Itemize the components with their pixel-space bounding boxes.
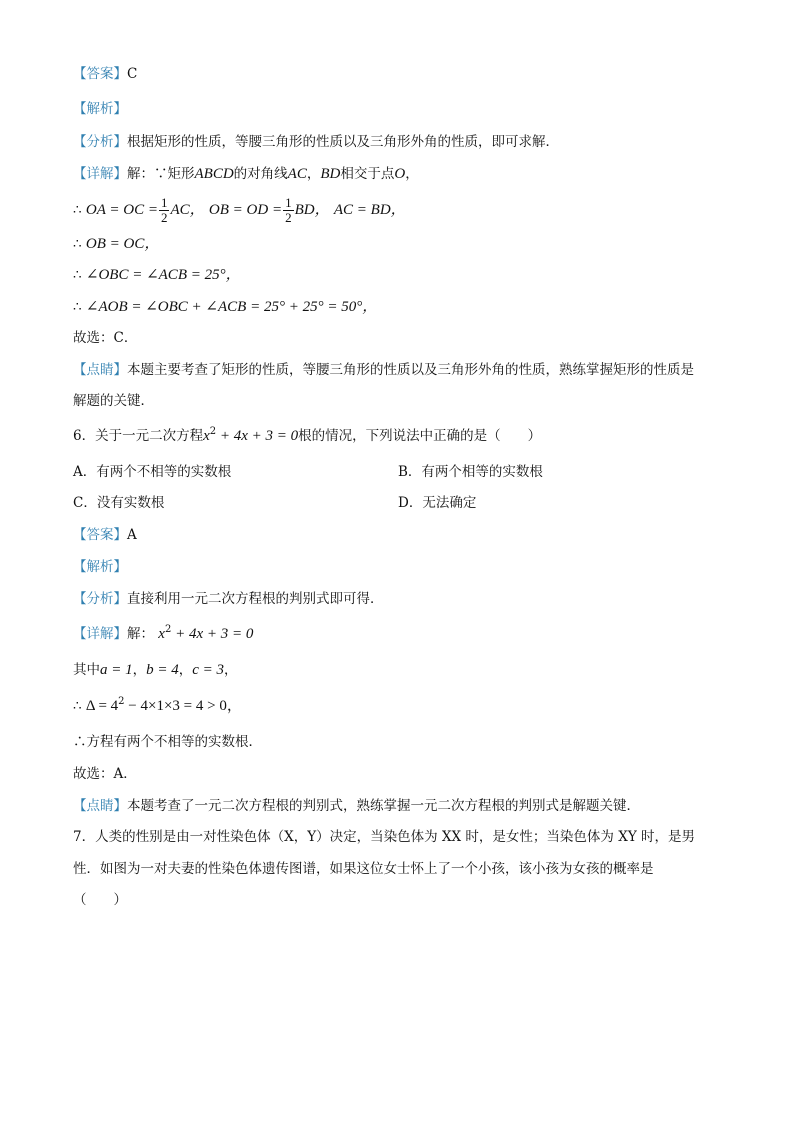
q6-stem <box>73 426 541 446</box>
q7-stem-text-1: 7．人类的性别是由一对性染色体（X，Y）决定，当染色体为 XX 时，是女性；当染色体为 XY 时，是男 <box>73 829 696 845</box>
q6-stem-text-a: 6．关于一元二次方程 <box>73 428 204 444</box>
q6-coef-sep: ， <box>132 662 147 678</box>
therefore-symbol: ∴ <box>73 299 82 315</box>
therefore-symbol: ∴ <box>73 267 82 283</box>
q6-choose-text: 故选：A． <box>73 766 137 782</box>
q6-option-a: A．有两个不相等的实数根 <box>73 464 232 480</box>
q5-ac: AC <box>287 166 307 182</box>
q6-coef-intro: 其中 <box>73 662 100 678</box>
comment-tag: 【点睛】 <box>73 798 127 814</box>
fenxi-tag: 【分析】 <box>73 591 127 607</box>
therefore-symbol: ∴ <box>73 236 82 252</box>
q6-fenxi-text: 直接利用一元二次方程根的判别式即可得． <box>127 591 384 607</box>
q6-delta-b: − 4×1×3 = 4 > 0， <box>124 698 242 714</box>
q5-eq-ac: AC， <box>170 202 205 218</box>
q5-eq-angle-aob: ∠AOB = ∠OBC + ∠ACB = 25° + 25° = 50°， <box>85 299 378 315</box>
q6-option-b-wrap <box>398 462 543 482</box>
q5-detail-intro: 解：∵矩形 <box>127 166 195 182</box>
q5-detail-line <box>73 164 419 184</box>
fenxi-tag: 【分析】 <box>73 134 127 150</box>
q5-eq-bd: BD， <box>294 202 330 218</box>
q6-analysis-line <box>73 557 127 577</box>
fraction-numerator: 1 <box>285 195 292 210</box>
therefore-symbol: ∴ <box>73 202 82 218</box>
q5-fenxi-text: 根据矩形的性质，等腰三角形的性质以及三角形外角的性质，即可求解． <box>127 134 559 150</box>
q6-delta-exponent: 2 <box>118 696 125 707</box>
q6-coef-a: a = 1 <box>100 662 133 678</box>
q6-choose-line <box>73 764 137 784</box>
q6-conclusion-line <box>73 732 262 752</box>
q5-answer-line <box>73 64 137 84</box>
q6-comment-text: 本题考查了一元二次方程根的判别式，熟练掌握一元二次方程根的判别式是解题关键． <box>127 798 640 814</box>
q7-stem-line-3 <box>73 890 127 910</box>
q6-eq-exponent: 2 <box>209 426 217 437</box>
q6-coef-b: b = 4 <box>146 662 179 678</box>
detail-tag: 【详解】 <box>73 626 127 642</box>
q5-eq-ob-oc: OB = OC， <box>85 236 160 252</box>
detail-tag: 【详解】 <box>73 166 127 182</box>
q5-meet-text: 相交于点 <box>340 166 395 182</box>
q5-comment-text-1: 本题主要考查了矩形的性质，等腰三角形的性质以及三角形外角的性质，熟练掌握矩形的性质是 <box>127 362 694 378</box>
q6-coef-line <box>73 660 238 680</box>
q5-sep: ， <box>306 166 321 182</box>
q6-eq-rest: + 4x + 3 = 0 <box>216 428 299 444</box>
q7-stem-text-2: 性．如图为一对夫妻的性染色体遗传图谱，如果这位女士怀上了一个小孩，该小孩为女孩的概率是 <box>73 861 654 877</box>
q5-comment-text-2: 解题的关键． <box>73 393 154 409</box>
q6-option-d: D．无法确定 <box>398 495 477 511</box>
q6-comment-line <box>73 796 640 816</box>
answer-tag: 【答案】 <box>73 527 127 543</box>
q5-answer-value: C <box>127 66 138 82</box>
q5-eq-line-5 <box>73 297 377 317</box>
q6-coef-end: ， <box>224 662 238 678</box>
q6-answer-line <box>73 525 137 545</box>
q5-comment-line-1 <box>73 360 694 380</box>
q6-option-b: B．有两个相等的实数根 <box>398 464 543 480</box>
q5-eq-ac-bd: AC = BD， <box>333 202 406 218</box>
q6-options-row-2 <box>73 493 164 513</box>
q6-options-row-1 <box>73 462 231 482</box>
q5-choose-line <box>73 328 137 348</box>
q6-coef-sep: ， <box>178 662 193 678</box>
q5-point-o: O <box>394 166 406 182</box>
fraction-denominator: 2 <box>285 210 292 225</box>
fraction-numerator: 1 <box>160 195 168 210</box>
therefore-symbol: ∴ <box>73 698 82 714</box>
answer-tag: 【答案】 <box>73 66 127 82</box>
q5-eq-angle-obc: ∠OBC = ∠ACB = 25°， <box>85 267 241 283</box>
q6-detail-x: x <box>158 626 165 642</box>
q5-choose-text: 故选：C． <box>73 330 138 346</box>
q6-detail-exponent: 2 <box>164 624 172 635</box>
q6-fenxi-line <box>73 589 384 609</box>
q6-answer-value: A <box>127 527 137 543</box>
q6-conclusion-text: ∴方程有两个不相等的实数根． <box>73 734 262 750</box>
analysis-tag: 【解析】 <box>73 101 127 117</box>
q6-detail-intro: 解： <box>127 626 154 642</box>
q7-stem-text-3: （ ） <box>73 892 127 908</box>
q5-eq-oa: OA = OC = <box>85 202 158 218</box>
half-fraction <box>283 196 294 225</box>
q6-detail-eq-rest: + 4x + 3 = 0 <box>171 626 254 642</box>
q5-diag-text: 的对角线 <box>233 166 288 182</box>
q6-delta-a: Δ = 4 <box>85 698 119 714</box>
q6-delta-line <box>73 696 242 716</box>
q6-stem-text-b: 根的情况，下列说法中正确的是（ ） <box>298 428 542 444</box>
q5-analysis-line <box>73 99 127 119</box>
q6-detail-line <box>73 624 253 644</box>
q7-stem-line-1 <box>73 827 695 847</box>
q6-coef-c: c = 3 <box>192 662 225 678</box>
q5-bd: BD <box>320 166 341 182</box>
analysis-tag: 【解析】 <box>73 559 127 575</box>
q5-rect-name: ABCD <box>194 166 234 182</box>
q5-eq-line-3 <box>73 234 159 254</box>
q6-eq-x: x <box>203 428 210 444</box>
q5-eq-line-2 <box>73 195 406 225</box>
q5-eq-ob: OB = OD = <box>208 202 283 218</box>
q6-option-c: C．没有实数根 <box>73 495 165 511</box>
q5-comment-line-2 <box>73 391 154 411</box>
q6-option-d-wrap <box>398 493 476 513</box>
comment-tag: 【点睛】 <box>73 362 127 378</box>
q7-stem-line-2 <box>73 859 654 879</box>
q5-fenxi-line <box>73 132 559 152</box>
q5-comma: ， <box>405 166 419 182</box>
q5-eq-line-4 <box>73 265 241 285</box>
half-fraction <box>159 196 170 225</box>
fraction-denominator: 2 <box>160 210 168 225</box>
